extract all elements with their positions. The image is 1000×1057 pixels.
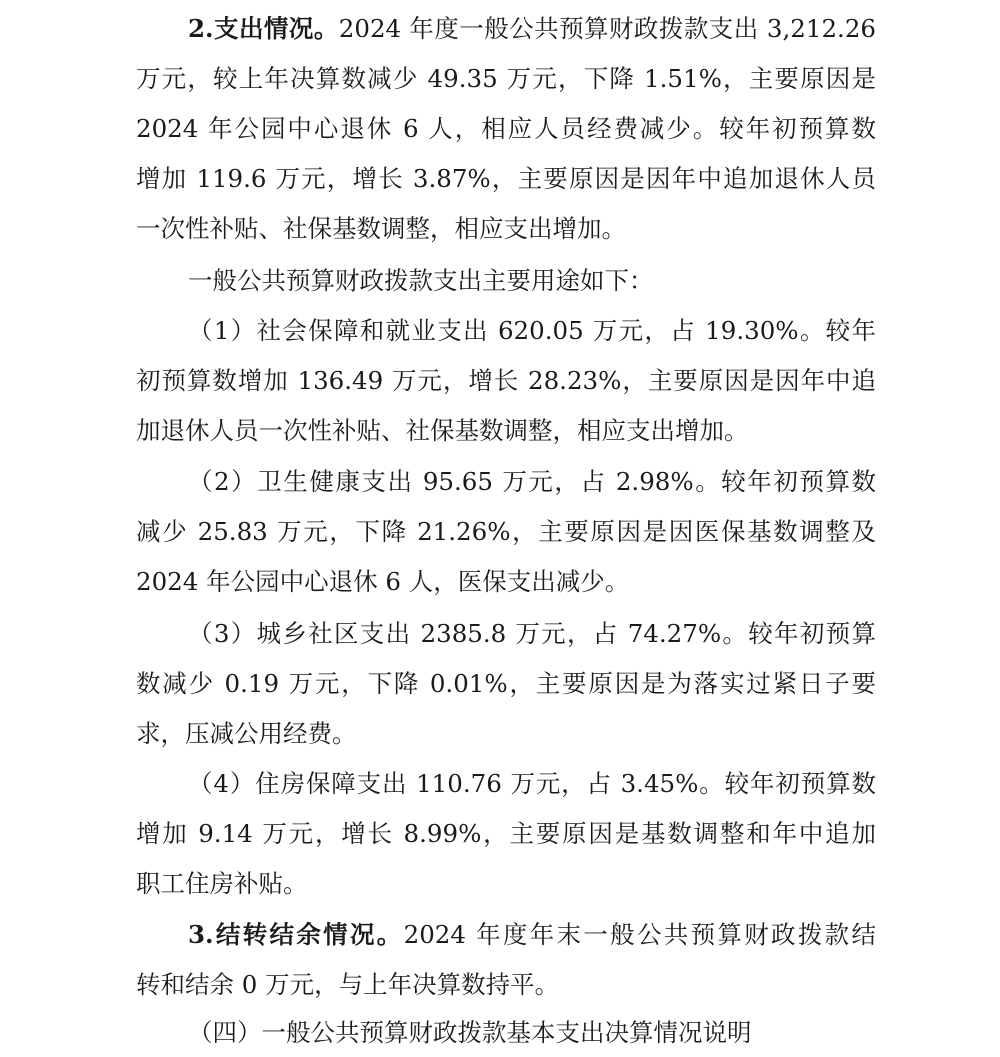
paragraph-line (188, 918, 876, 952)
list-item-line: 数减少 0.19 万元，下降 0.01%，主要原因是为落实过紧日子要 (136, 669, 876, 698)
list-item-line: 求，压减公用经费。 (136, 719, 357, 748)
list-item-line: 增加 9.14 万元，增长 8.99%，主要原因是基数调整和年中追加 (136, 819, 876, 848)
paragraph-text: 2024 年度年末一般公共预算财政拨款结 (403, 920, 876, 949)
list-item-line: 职工住房补贴。 (136, 869, 308, 898)
section-heading: 2.支出情况。 (188, 14, 339, 43)
list-item-line: 2024 年公园中心退休 6 人，医保支出减少。 (136, 567, 630, 596)
usage-intro: 一般公共预算财政拨款支出主要用途如下： (188, 266, 654, 295)
list-item-line: （2）卫生健康支出 95.65 万元，占 2.98%。较年初预算数 (188, 467, 876, 496)
paragraph-text: 2024 年度一般公共预算财政拨款支出 3,212.26 (338, 14, 877, 43)
section-heading: 3.结转结余情况。 (188, 920, 404, 949)
list-item-line: （4）住房保障支出 110.76 万元，占 3.45%。较年初预算数 (188, 769, 876, 798)
paragraph-line: 转和结余 0 万元，与上年决算数持平。 (136, 970, 560, 999)
paragraph-line (188, 12, 876, 46)
section-4-heading: （四）一般公共预算财政拨款基本支出决算情况说明 (188, 1018, 752, 1047)
list-item-line: 初预算数增加 136.49 万元，增长 28.23%，主要原因是因年中追 (136, 366, 876, 395)
paragraph-line: 2024 年公园中心退休 6 人，相应人员经费减少。较年初预算数 (136, 114, 876, 143)
list-item-line: （3）城乡社区支出 2385.8 万元，占 74.27%。较年初预算 (188, 619, 876, 648)
paragraph-line: 增加 119.6 万元，增长 3.87%，主要原因是因年中追加退休人员 (136, 164, 876, 193)
paragraph-line: 万元，较上年决算数减少 49.35 万元，下降 1.51%，主要原因是 (136, 64, 876, 93)
list-item-line: （1）社会保障和就业支出 620.05 万元，占 19.30%。较年 (188, 316, 876, 345)
paragraph-line: 一次性补贴、社保基数调整，相应支出增加。 (136, 214, 626, 243)
list-item-line: 减少 25.83 万元，下降 21.26%，主要原因是因医保基数调整及 (136, 517, 876, 546)
list-item-line: 加退休人员一次性补贴、社保基数调整，相应支出增加。 (136, 416, 749, 445)
